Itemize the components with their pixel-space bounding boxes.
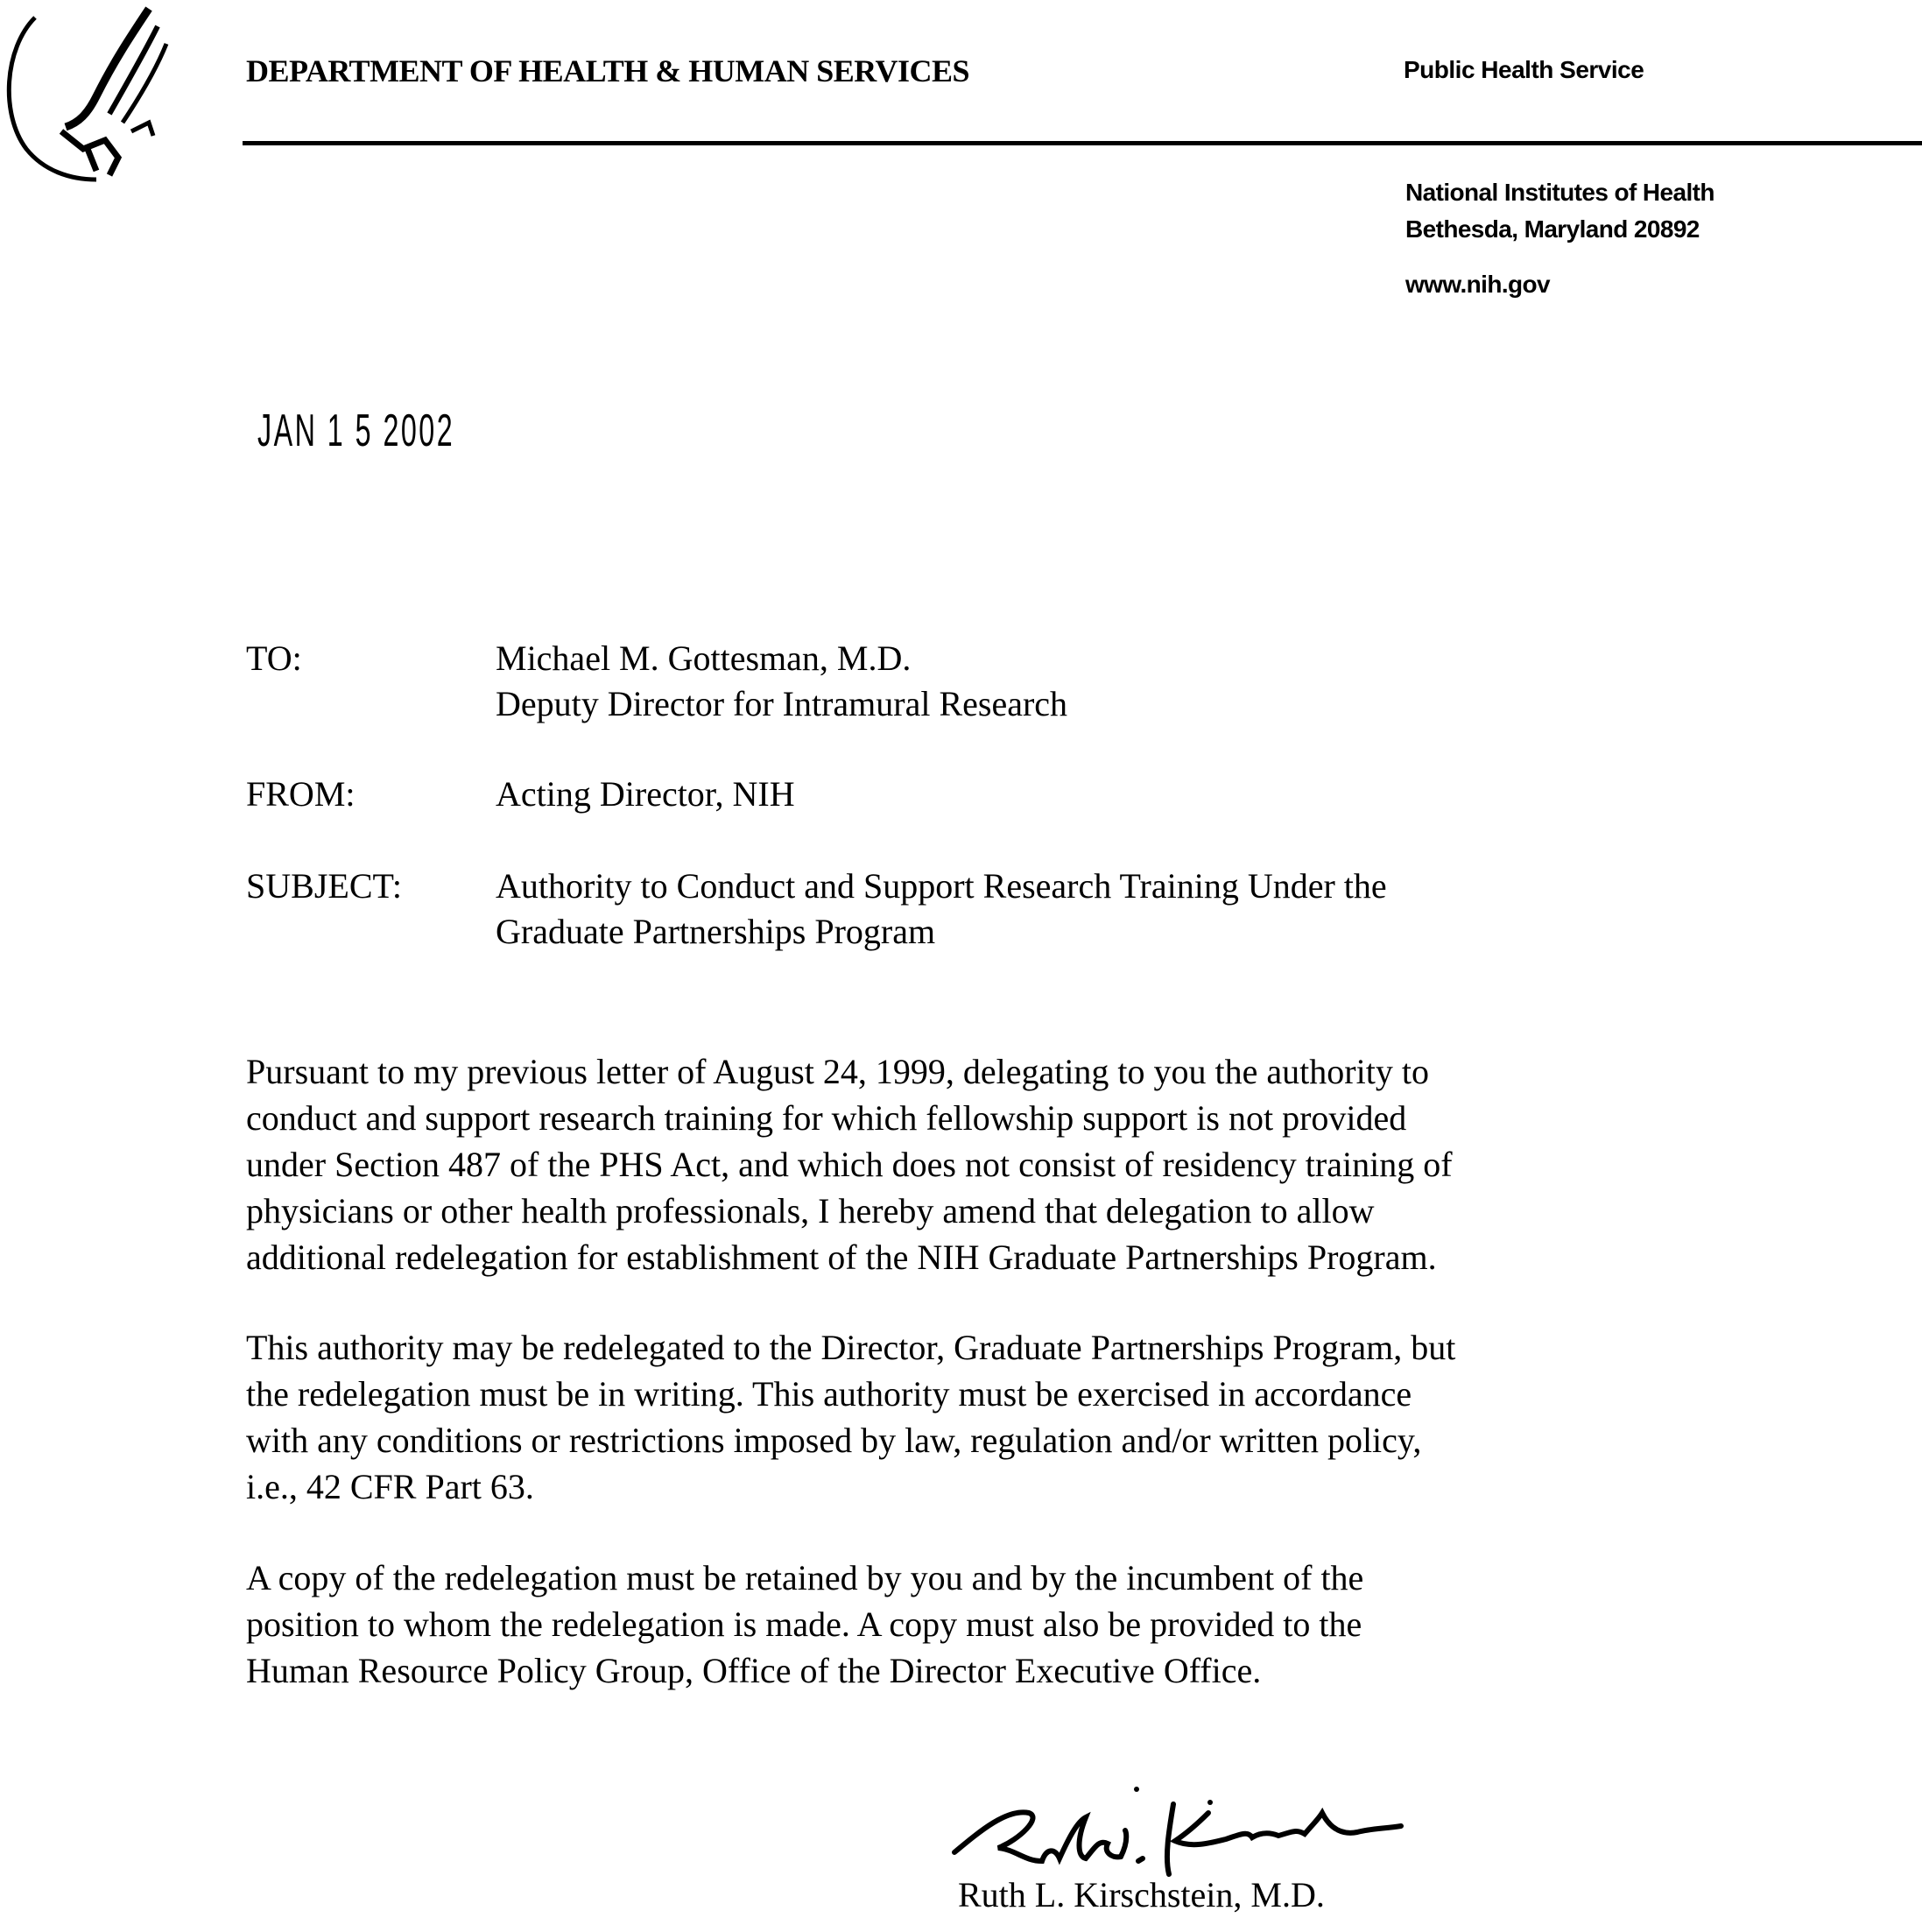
address-line: Bethesda, Maryland 20892 (1405, 215, 1700, 243)
paragraph-3 (246, 1555, 1363, 1694)
subject-line: Authority to Conduct and Support Research Training Under the (496, 866, 1387, 906)
date-stamp: JAN 1 5 2002 (257, 405, 455, 456)
subject-line: Graduate Partnerships Program (496, 912, 936, 951)
signatory-name: Ruth L. Kirschstein, M.D. (958, 1875, 1325, 1914)
paragraph-2 (246, 1324, 1455, 1510)
hhs-seal-logo (0, 0, 184, 193)
service-name: Public Health Service (1404, 56, 1644, 83)
letterhead-rule (243, 141, 1922, 145)
department-name: DEPARTMENT OF HEALTH & HUMAN SERVICES (246, 53, 970, 88)
text-line: under Section 487 of the PHS Act, and which does not consist of residency training of (246, 1145, 1453, 1184)
text-line: additional redelegation for establishment of the NIH Graduate Partnerships Program. (246, 1237, 1437, 1277)
address-line: National Institutes of Health (1405, 179, 1714, 206)
to-title: Deputy Director for Intramural Research (496, 684, 1068, 723)
to-label: TO: (246, 638, 302, 678)
text-line: the redelegation must be in writing. This authority must be exercised in accordance (246, 1374, 1412, 1414)
text-line: A copy of the redelegation must be retained by you and by the incumbent of the (246, 1558, 1364, 1597)
text-line: Pursuant to my previous letter of August 24, 1999, delegating to you the authority to (246, 1052, 1429, 1091)
website: www.nih.gov (1405, 271, 1551, 298)
subject-label: SUBJECT: (246, 866, 403, 906)
text-line: This authority may be redelegated to the Director, Graduate Partnerships Program, but (246, 1328, 1456, 1367)
from-label: FROM: (246, 774, 356, 814)
text-line: physicians or other health professionals, I hereby amend that delegation to allow (246, 1191, 1375, 1230)
from-value: Acting Director, NIH (496, 774, 795, 814)
text-line: Human Resource Policy Group, Office of the Director Executive Office. (246, 1651, 1262, 1690)
text-line: i.e., 42 CFR Part 63. (246, 1467, 534, 1506)
handwritten-signature (946, 1778, 1436, 1883)
text-line: position to whom the redelegation is made. A copy must also be provided to the (246, 1604, 1362, 1644)
text-line: conduct and support research training for which fellowship support is not provided (246, 1098, 1407, 1138)
to-name: Michael M. Gottesman, M.D. (496, 638, 912, 678)
paragraph-1 (246, 1048, 1453, 1280)
text-line: with any conditions or restrictions imposed by law, regulation and/or written policy, (246, 1421, 1422, 1460)
